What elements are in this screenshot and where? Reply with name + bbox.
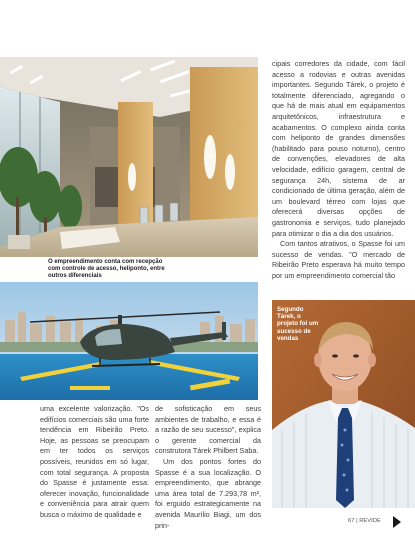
- paragraph: de sofisticação em seus ambientes de trabalho, e essa é a razão de seu sucesso", explica o gerente comercial da construtora Tárek Philbert Saba.: [155, 404, 261, 456]
- article-column-bottom-left: [40, 404, 149, 521]
- person-caption: Segundo Tárek, o projeto foi um sucesso de vendas: [277, 306, 319, 342]
- paragraph: cipais corredores da cidade, com fácil acesso a rodovias e outras avenidas importantes. Segundo Tárek, o projeto é totalmente diferenciado, agregando o que há de mais atual em equipamentos arquitetônicos, infraestrutura e acabamentos. O complexo ainda conta com heliponto de grandes dimensões (habilitado para pouso noturno), centro de convenções, elevadores de alta velocidade, edifício garagem, central de segurança 24h, sistema de ar condicionado de última geração, além de um boulevard térreo com lojas que oferecerá diversas opções de gastronomia e serviços, tudo planejado para otimizar o dia a dia dos usuários.: [272, 59, 405, 238]
- helipad-image: [0, 282, 258, 400]
- article-column-bottom-middle: [155, 404, 261, 531]
- lobby-image: [0, 57, 258, 257]
- paragraph: uma excelente valorização. "Os edifícios comerciais são uma forte tendência em Ribeirão Preto. Hoje, as pessoas se preocupam em ter todos os serviços possíveis, reunidos em só lugar, com total segurança. A proposta do Spasse é justamente essa: oferecer inovação, funcionalidade e conveniência para atrair quem busca o máximo de qualidade e: [40, 404, 149, 519]
- page-footer: [348, 518, 381, 524]
- footer-separator: |: [356, 518, 358, 524]
- paragraph: Com tantos atrativos, o Spasse foi um sucesso de vendas. "O mercado de Ribeirão Preto esperava há muito tempo por um empreendimento comercial tão: [272, 239, 405, 280]
- lobby-caption: O empreendimento conta com recepção com controle de acesso, heliponto, entre outros diferenciais: [48, 259, 165, 279]
- page-number: 67: [348, 518, 355, 524]
- article-column-right-top: [272, 59, 405, 281]
- paragraph: Um dos pontos fortes do Spasse é a sua localização. O empreendimento, que abrange uma área total de 7.293,78 m², foi erguido estrategicamente na avenida Maurílio Biagi, um dos prin-: [155, 456, 261, 530]
- next-page-arrow-icon[interactable]: [393, 515, 401, 527]
- magazine-name: REVIDE: [359, 518, 381, 524]
